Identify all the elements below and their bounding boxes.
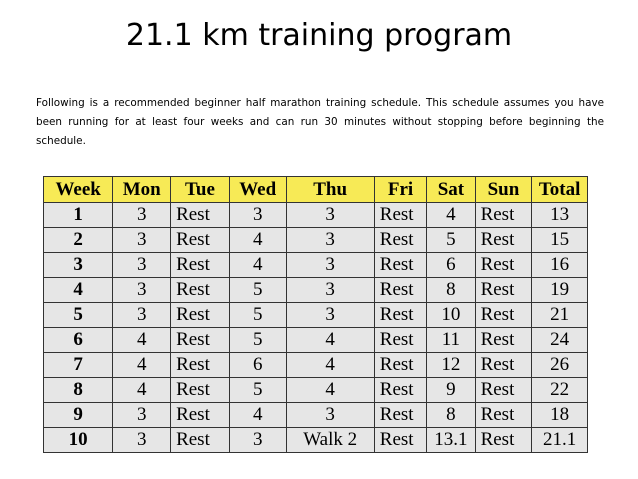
cell-tue: Rest [171,253,230,278]
cell-sat: 11 [427,328,475,353]
cell-total: 21 [532,303,588,328]
cell-wed: 5 [229,303,286,328]
column-header-total: Total [532,177,588,203]
cell-sun: Rest [475,403,532,428]
cell-total: 16 [532,253,588,278]
column-header-week: Week [44,177,113,203]
cell-tue: Rest [171,428,230,453]
cell-wed: 5 [229,278,286,303]
cell-wed: 5 [229,378,286,403]
cell-sat: 5 [427,228,475,253]
cell-week: 9 [44,403,113,428]
cell-week: 7 [44,353,113,378]
intro-paragraph: Following is a recommended beginner half marathon training schedule. This schedule assumes you have been running for at least four weeks and can run 30 minutes without stopping before beginning the schedule. [36,97,604,147]
table-row [44,253,588,278]
cell-tue: Rest [171,328,230,353]
cell-thu: 3 [286,278,374,303]
cell-week: 5 [44,303,113,328]
cell-thu: 3 [286,203,374,228]
cell-tue: Rest [171,378,230,403]
cell-sat: 8 [427,403,475,428]
cell-week: 1 [44,203,113,228]
table-row [44,278,588,303]
cell-week: 8 [44,378,113,403]
cell-total: 19 [532,278,588,303]
cell-wed: 4 [229,253,286,278]
cell-thu: 3 [286,228,374,253]
cell-sun: Rest [475,428,532,453]
cell-sun: Rest [475,328,532,353]
cell-total: 24 [532,328,588,353]
table-row [44,303,588,328]
cell-thu: 4 [286,353,374,378]
table-row [44,228,588,253]
cell-total: 26 [532,353,588,378]
cell-tue: Rest [171,278,230,303]
cell-fri: Rest [374,203,427,228]
cell-sun: Rest [475,203,532,228]
cell-mon: 4 [113,378,171,403]
cell-sun: Rest [475,253,532,278]
cell-fri: Rest [374,228,427,253]
cell-week: 6 [44,328,113,353]
cell-week: 4 [44,278,113,303]
cell-sat: 8 [427,278,475,303]
cell-mon: 3 [113,203,171,228]
cell-fri: Rest [374,353,427,378]
page-title: 21.1 km training program [125,18,513,53]
table-row [44,328,588,353]
cell-sun: Rest [475,353,532,378]
cell-fri: Rest [374,428,427,453]
cell-total: 15 [532,228,588,253]
cell-mon: 3 [113,428,171,453]
cell-fri: Rest [374,403,427,428]
cell-week: 3 [44,253,113,278]
cell-thu: 3 [286,303,374,328]
cell-fri: Rest [374,378,427,403]
table-row [44,378,588,403]
cell-sat: 9 [427,378,475,403]
column-header-wed: Wed [229,177,286,203]
table-row [44,403,588,428]
column-header-sat: Sat [427,177,475,203]
cell-tue: Rest [171,203,230,228]
cell-thu: 4 [286,328,374,353]
cell-thu: 3 [286,403,374,428]
cell-sat: 10 [427,303,475,328]
column-header-sun: Sun [475,177,532,203]
column-header-thu: Thu [286,177,374,203]
cell-total: 13 [532,203,588,228]
cell-week: 10 [44,428,113,453]
cell-tue: Rest [171,403,230,428]
cell-mon: 3 [113,228,171,253]
cell-sat: 6 [427,253,475,278]
cell-tue: Rest [171,353,230,378]
table-row [44,203,588,228]
cell-wed: 3 [229,203,286,228]
cell-total: 22 [532,378,588,403]
table-header-row [44,177,588,203]
cell-wed: 5 [229,328,286,353]
column-header-tue: Tue [171,177,230,203]
cell-sun: Rest [475,228,532,253]
cell-wed: 3 [229,428,286,453]
cell-fri: Rest [374,253,427,278]
cell-tue: Rest [171,303,230,328]
cell-total: 21.1 [532,428,588,453]
cell-mon: 4 [113,328,171,353]
cell-sat: 12 [427,353,475,378]
cell-sun: Rest [475,278,532,303]
cell-mon: 3 [113,253,171,278]
cell-sun: Rest [475,378,532,403]
cell-fri: Rest [374,303,427,328]
cell-fri: Rest [374,278,427,303]
cell-thu: 3 [286,253,374,278]
training-schedule-table [43,176,588,453]
column-header-mon: Mon [113,177,171,203]
cell-thu: 4 [286,378,374,403]
cell-sat: 4 [427,203,475,228]
cell-thu: Walk 2 [286,428,374,453]
cell-fri: Rest [374,328,427,353]
cell-week: 2 [44,228,113,253]
cell-wed: 4 [229,403,286,428]
cell-tue: Rest [171,228,230,253]
table-row [44,428,588,453]
cell-wed: 6 [229,353,286,378]
cell-wed: 4 [229,228,286,253]
cell-mon: 3 [113,278,171,303]
column-header-fri: Fri [374,177,427,203]
table-row [44,353,588,378]
cell-total: 18 [532,403,588,428]
cell-mon: 3 [113,303,171,328]
cell-sun: Rest [475,303,532,328]
cell-mon: 3 [113,403,171,428]
cell-mon: 4 [113,353,171,378]
cell-sat: 13.1 [427,428,475,453]
